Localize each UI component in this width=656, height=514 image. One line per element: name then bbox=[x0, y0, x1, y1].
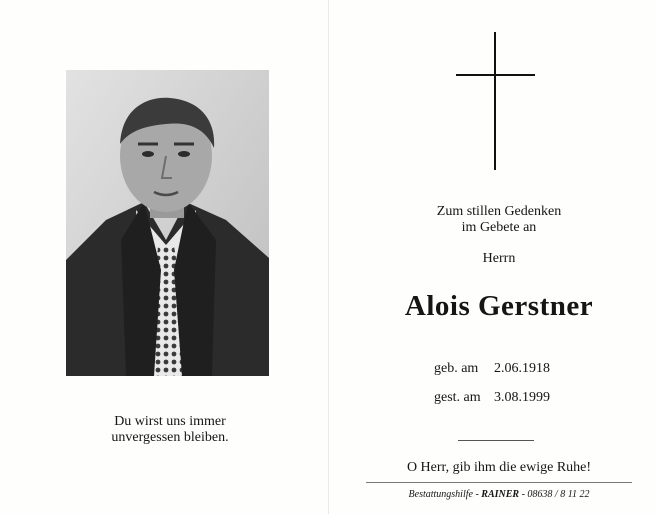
death-date-row bbox=[434, 390, 550, 406]
divider bbox=[458, 440, 534, 441]
death-label: gest. am bbox=[434, 390, 481, 405]
death-date: 3.08.1999 bbox=[494, 390, 550, 405]
deceased-name: Alois Gerstner bbox=[404, 290, 594, 322]
memorial-heading bbox=[340, 204, 656, 236]
honorific: Herrn bbox=[482, 251, 516, 266]
cross-icon bbox=[456, 32, 536, 170]
footer-rule bbox=[366, 482, 632, 483]
birth-date: 2.06.1918 bbox=[494, 361, 550, 376]
memorial-line-1: Zum stillen Gedenken bbox=[436, 204, 562, 219]
card-fold-line bbox=[328, 0, 329, 514]
memorial-quote bbox=[60, 414, 280, 446]
footer-phone: - 08638 / 8 11 22 bbox=[519, 489, 590, 500]
birth-date-row bbox=[434, 361, 550, 377]
birth-label: geb. am bbox=[434, 361, 479, 376]
quote-line-1: Du wirst uns immer bbox=[114, 414, 226, 429]
memorial-line-2: im Gebete an bbox=[461, 220, 537, 235]
footer-prefix: Bestattungshilfe - bbox=[408, 489, 482, 500]
portrait-photo bbox=[66, 70, 269, 376]
quote-line-2: unvergessen bleiben. bbox=[111, 430, 229, 445]
funeral-home-footer bbox=[366, 489, 632, 500]
prayer-text: O Herr, gib ihm die ewige Ruhe! bbox=[406, 460, 592, 475]
footer-company: RAINER bbox=[481, 489, 520, 500]
